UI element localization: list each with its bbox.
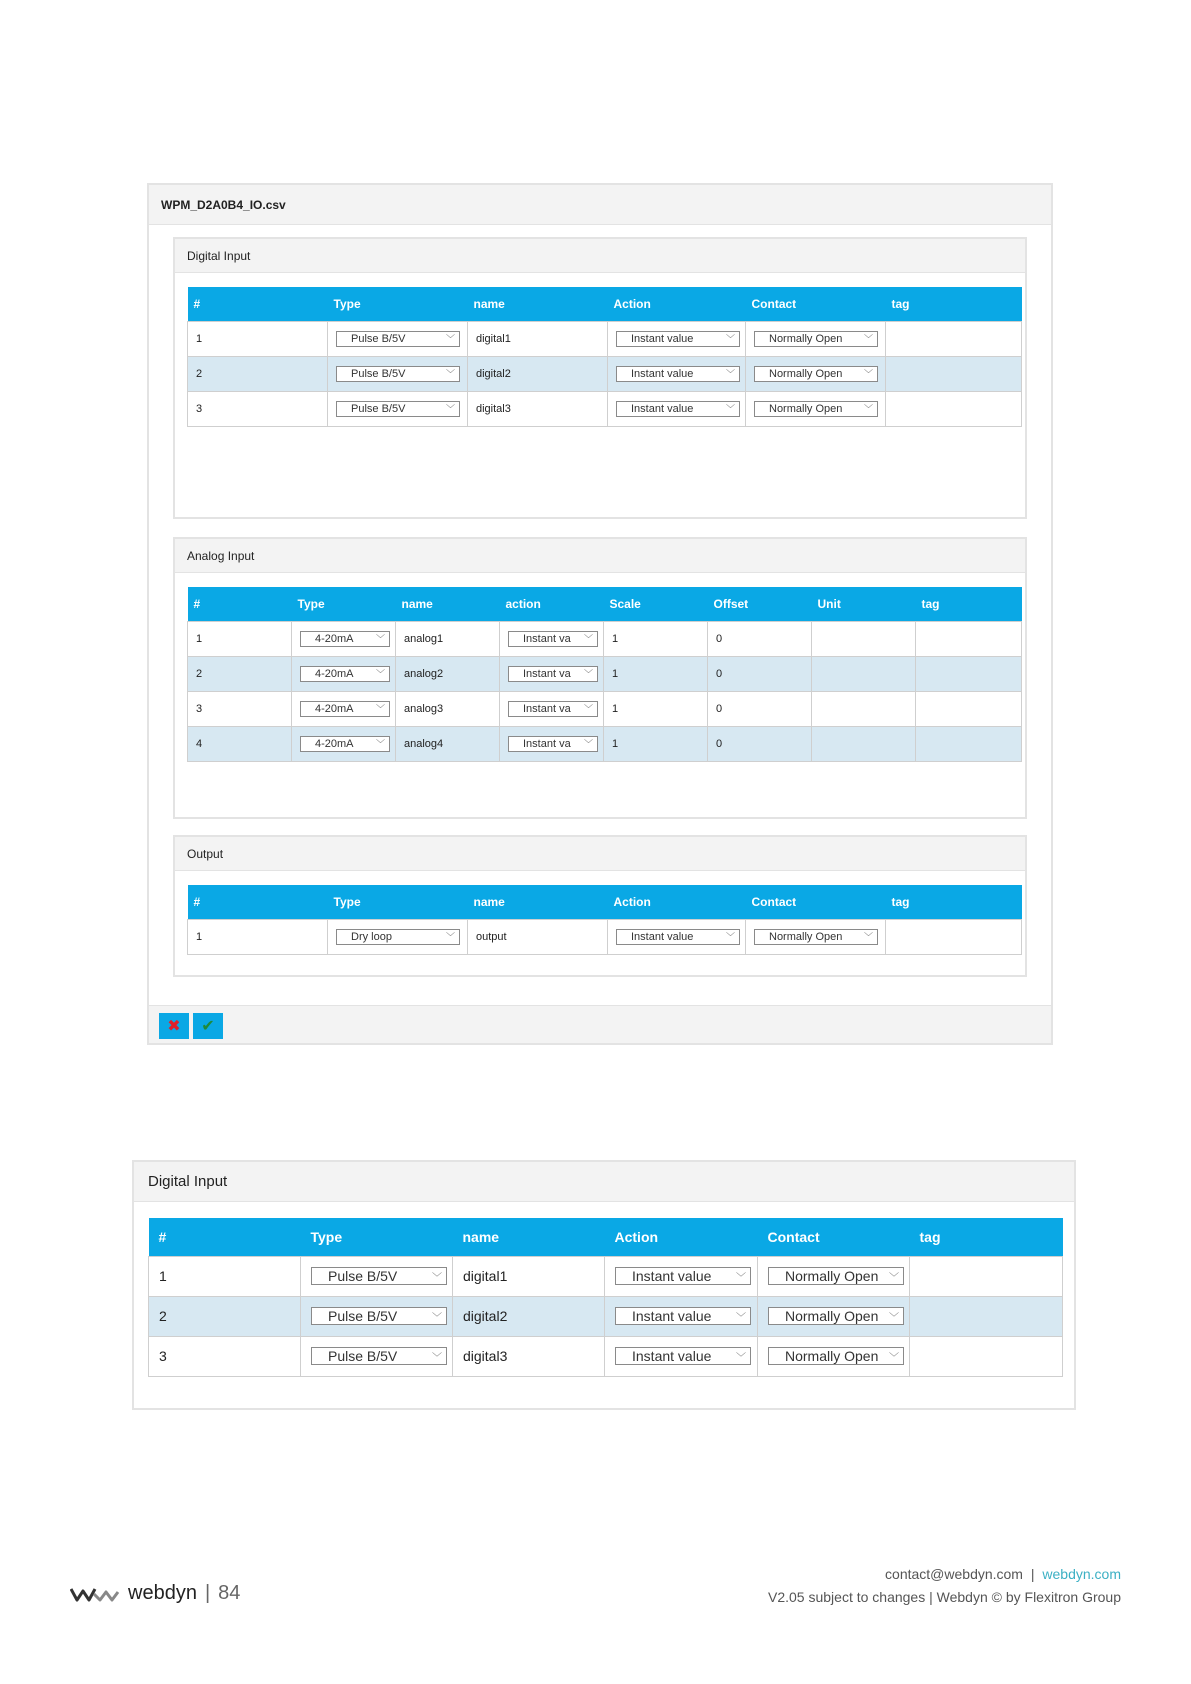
col-header-contact: Contact <box>746 885 886 919</box>
col-header-type: Type <box>328 885 468 919</box>
tag-cell[interactable] <box>910 1256 1063 1296</box>
type-select[interactable]: Pulse B/5V ﹀ <box>336 366 460 382</box>
type-select[interactable]: 4-20mA ﹀ <box>300 666 390 682</box>
footer-brand <box>70 1582 240 1605</box>
cancel-button[interactable] <box>159 1013 189 1039</box>
digital-input-zoom-panel <box>132 1160 1076 1410</box>
name-cell[interactable]: analog2 <box>396 656 500 691</box>
col-header-tag: tag <box>916 587 1022 621</box>
chevron-down-icon: ﹀ <box>375 669 385 679</box>
table-row <box>188 691 1022 726</box>
chevron-down-icon: ﹀ <box>863 369 873 379</box>
row-number: 1 <box>149 1256 301 1296</box>
chevron-down-icon: ﹀ <box>445 404 455 414</box>
row-number: 1 <box>188 621 292 656</box>
tag-cell[interactable] <box>910 1296 1063 1336</box>
chevron-down-icon: ﹀ <box>432 1352 442 1364</box>
contact-select[interactable]: Normally Open ﹀ <box>754 401 878 417</box>
name-cell[interactable]: analog3 <box>396 691 500 726</box>
chevron-down-icon: ﹀ <box>863 404 873 414</box>
col-header-action: action <box>500 587 604 621</box>
tag-cell[interactable] <box>886 919 1022 954</box>
chevron-down-icon: ﹀ <box>725 932 735 942</box>
col-header-tag: tag <box>886 287 1022 321</box>
digital-input-table <box>187 287 1022 427</box>
config-panel <box>147 183 1053 1045</box>
chevron-down-icon: ﹀ <box>583 669 593 679</box>
file-title-bar <box>149 185 1051 225</box>
row-number: 2 <box>188 356 328 391</box>
digital-input-zoom-title: Digital Input <box>134 1162 1074 1202</box>
chevron-down-icon: ﹀ <box>445 932 455 942</box>
scale-cell[interactable]: 1 <box>604 621 708 656</box>
scale-cell[interactable]: 1 <box>604 691 708 726</box>
row-number: 4 <box>188 726 292 761</box>
offset-cell[interactable]: 0 <box>708 726 812 761</box>
col-header-action: Action <box>608 885 746 919</box>
close-icon: ✖ <box>167 1018 181 1035</box>
footer-separator: | <box>204 1582 211 1604</box>
footer-contact-line <box>885 1566 1121 1582</box>
chevron-down-icon: ﹀ <box>375 739 385 749</box>
digital-input-section <box>173 237 1027 519</box>
col-header-number: # <box>188 287 328 321</box>
chevron-down-icon: ﹀ <box>725 404 735 414</box>
name-cell[interactable]: digital1 <box>468 321 608 356</box>
digital-input-zoom-table <box>148 1218 1063 1377</box>
output-table <box>187 885 1022 955</box>
col-header-name: name <box>468 287 608 321</box>
page-number: 84 <box>218 1582 241 1604</box>
table-row <box>149 1296 1063 1336</box>
action-select[interactable]: Instant value ﹀ <box>616 366 740 382</box>
row-number: 3 <box>149 1336 301 1376</box>
chevron-down-icon: ﹀ <box>889 1312 899 1324</box>
col-header-scale: Scale <box>604 587 708 621</box>
col-header-tag: tag <box>886 885 1022 919</box>
type-select[interactable]: Pulse B/5V ﹀ <box>311 1347 447 1365</box>
chevron-down-icon: ﹀ <box>375 634 385 644</box>
col-header-contact: Contact <box>746 287 886 321</box>
table-row <box>149 1256 1063 1296</box>
action-select[interactable]: Instant value ﹀ <box>616 331 740 347</box>
file-title: WPM_D2A0B4_IO.csv <box>161 197 286 212</box>
row-number: 3 <box>188 391 328 426</box>
chevron-down-icon: ﹀ <box>889 1272 899 1284</box>
contact-select[interactable]: Normally Open ﹀ <box>768 1347 904 1365</box>
chevron-down-icon: ﹀ <box>583 739 593 749</box>
chevron-down-icon: ﹀ <box>432 1272 442 1284</box>
scale-cell[interactable]: 1 <box>604 726 708 761</box>
tag-cell[interactable] <box>886 356 1022 391</box>
contact-select[interactable]: Normally Open ﹀ <box>754 331 878 347</box>
table-header-row <box>188 287 1022 321</box>
contact-select[interactable]: Normally Open ﹀ <box>754 366 878 382</box>
unit-cell[interactable] <box>812 726 916 761</box>
chevron-down-icon: ﹀ <box>583 634 593 644</box>
name-cell[interactable]: digital2 <box>453 1296 605 1336</box>
col-header-type: Type <box>292 587 396 621</box>
row-number: 1 <box>188 919 328 954</box>
col-header-action: Action <box>605 1218 758 1256</box>
table-header-row <box>188 885 1022 919</box>
action-select[interactable]: Instant value ﹀ <box>615 1307 751 1325</box>
chevron-down-icon: ﹀ <box>736 1312 746 1324</box>
action-select[interactable]: Instant value ﹀ <box>615 1267 751 1285</box>
footer-website-link[interactable]: webdyn.com <box>1042 1566 1121 1582</box>
footer-version-line: V2.05 subject to changes | Webdyn © by Flexitron Group <box>768 1589 1121 1605</box>
col-header-tag: tag <box>910 1218 1063 1256</box>
chevron-down-icon: ﹀ <box>889 1352 899 1364</box>
chevron-down-icon: ﹀ <box>863 334 873 344</box>
row-number: 1 <box>188 321 328 356</box>
table-row <box>149 1336 1063 1376</box>
action-select[interactable]: Instant value ﹀ <box>616 929 740 945</box>
type-select[interactable]: Pulse B/5V ﹀ <box>336 401 460 417</box>
offset-cell[interactable]: 0 <box>708 691 812 726</box>
row-number: 2 <box>188 656 292 691</box>
col-header-type: Type <box>301 1218 453 1256</box>
chevron-down-icon: ﹀ <box>583 704 593 714</box>
col-header-name: name <box>396 587 500 621</box>
contact-select[interactable]: Normally Open ﹀ <box>768 1307 904 1325</box>
type-select[interactable]: 4-20mA ﹀ <box>300 631 390 647</box>
name-cell[interactable]: output <box>468 919 608 954</box>
chevron-down-icon: ﹀ <box>375 704 385 714</box>
chevron-down-icon: ﹀ <box>432 1312 442 1324</box>
tag-cell[interactable] <box>886 321 1022 356</box>
offset-cell[interactable]: 0 <box>708 656 812 691</box>
brand-name: webdyn <box>128 1582 197 1604</box>
col-header-number: # <box>188 587 292 621</box>
col-header-offset: Offset <box>708 587 812 621</box>
type-select[interactable]: Dry loop ﹀ <box>336 929 460 945</box>
table-row <box>188 321 1022 356</box>
col-header-number: # <box>188 885 328 919</box>
contact-select[interactable]: Normally Open ﹀ <box>768 1267 904 1285</box>
action-bar <box>149 1005 1051 1043</box>
webdyn-logo-icon <box>70 1585 120 1603</box>
name-cell[interactable]: analog4 <box>396 726 500 761</box>
table-row <box>188 621 1022 656</box>
offset-cell[interactable]: 0 <box>708 621 812 656</box>
unit-cell[interactable] <box>812 691 916 726</box>
action-select[interactable]: Instant value ﹀ <box>616 401 740 417</box>
action-select[interactable]: Instant va ﹀ <box>508 736 598 752</box>
col-header-type: Type <box>328 287 468 321</box>
action-select[interactable]: Instant va ﹀ <box>508 701 598 717</box>
unit-cell[interactable] <box>812 621 916 656</box>
action-select[interactable]: Instant va ﹀ <box>508 631 598 647</box>
chevron-down-icon: ﹀ <box>863 932 873 942</box>
name-cell[interactable]: digital2 <box>468 356 608 391</box>
footer-separator: | <box>1030 1566 1035 1582</box>
table-row <box>188 919 1022 954</box>
table-row <box>188 656 1022 691</box>
tag-cell[interactable] <box>886 391 1022 426</box>
chevron-down-icon: ﹀ <box>725 369 735 379</box>
name-cell[interactable]: digital3 <box>468 391 608 426</box>
scale-cell[interactable]: 1 <box>604 656 708 691</box>
col-header-unit: Unit <box>812 587 916 621</box>
tag-cell[interactable] <box>916 656 1022 691</box>
row-number: 3 <box>188 691 292 726</box>
chevron-down-icon: ﹀ <box>445 334 455 344</box>
footer-email[interactable]: contact@webdyn.com <box>885 1566 1023 1582</box>
contact-select[interactable]: Normally Open ﹀ <box>754 929 878 945</box>
output-section <box>173 835 1027 977</box>
analog-input-section <box>173 537 1027 819</box>
table-header-row <box>149 1218 1063 1256</box>
chevron-down-icon: ﹀ <box>736 1272 746 1284</box>
check-icon: ✔ <box>201 1018 215 1035</box>
name-cell[interactable]: digital1 <box>453 1256 605 1296</box>
col-header-action: Action <box>608 287 746 321</box>
name-cell[interactable]: analog1 <box>396 621 500 656</box>
chevron-down-icon: ﹀ <box>736 1352 746 1364</box>
type-select[interactable]: 4-20mA ﹀ <box>300 701 390 717</box>
table-row <box>188 356 1022 391</box>
chevron-down-icon: ﹀ <box>445 369 455 379</box>
type-select[interactable]: Pulse B/5V ﹀ <box>336 331 460 347</box>
unit-cell[interactable] <box>812 656 916 691</box>
name-cell[interactable]: digital3 <box>453 1336 605 1376</box>
col-header-name: name <box>468 885 608 919</box>
output-title: Output <box>175 837 1025 871</box>
action-select[interactable]: Instant va ﹀ <box>508 666 598 682</box>
analog-input-title: Analog Input <box>175 539 1025 573</box>
analog-input-table <box>187 587 1022 762</box>
col-header-number: # <box>149 1218 301 1256</box>
table-row <box>188 391 1022 426</box>
action-select[interactable]: Instant value ﹀ <box>615 1347 751 1365</box>
table-header-row <box>188 587 1022 621</box>
col-header-name: name <box>453 1218 605 1256</box>
digital-input-title: Digital Input <box>175 239 1025 273</box>
tag-cell[interactable] <box>910 1336 1063 1376</box>
type-select[interactable]: Pulse B/5V ﹀ <box>311 1267 447 1285</box>
row-number: 2 <box>149 1296 301 1336</box>
tag-cell[interactable] <box>916 726 1022 761</box>
tag-cell[interactable] <box>916 621 1022 656</box>
table-row <box>188 726 1022 761</box>
tag-cell[interactable] <box>916 691 1022 726</box>
col-header-contact: Contact <box>758 1218 910 1256</box>
confirm-button[interactable] <box>193 1013 223 1039</box>
type-select[interactable]: Pulse B/5V ﹀ <box>311 1307 447 1325</box>
chevron-down-icon: ﹀ <box>725 334 735 344</box>
type-select[interactable]: 4-20mA ﹀ <box>300 736 390 752</box>
